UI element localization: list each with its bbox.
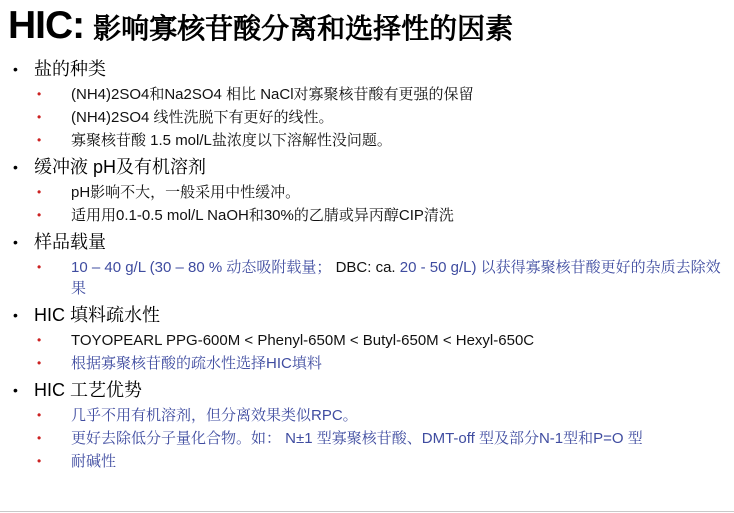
section-buffer-ph — [8, 155, 722, 226]
bullet-icon: • — [37, 407, 42, 422]
item-text — [71, 330, 722, 351]
bullet-icon: • — [37, 259, 42, 274]
text-run: pH影响不大，一般采用中性缓冲。 — [71, 183, 301, 201]
text-run: 寡聚核苷酸 1.5 mol/L盐浓度以下溶解性没问题。 — [71, 131, 392, 149]
list-item — [8, 107, 722, 128]
text-run: 根据寡聚核苷酸的疏水性选择HIC填料 — [71, 354, 322, 372]
bullet-icon: • — [13, 158, 18, 175]
section-heading — [8, 303, 722, 327]
section-heading — [8, 230, 722, 254]
item-text — [71, 353, 722, 374]
text-run: (NH4)2SO4和Na2SO4 相比 NaCl对寡聚核苷酸有更强的保留 — [71, 85, 474, 103]
item-text — [71, 182, 722, 203]
text-run: TOYOPEARL PPG-600M < Phenyl-650M < Butyl-650M < Hexyl-650C — [71, 331, 535, 349]
text-run: 耐碱性 — [71, 452, 117, 470]
text-run: 更好去除低分子量化合物。如： N±1 型寡聚核苷酸、DMT-off 型及部分N-1型和P=O 型 — [71, 429, 643, 447]
bullet-icon: • — [13, 60, 18, 77]
bullet-icon: • — [37, 332, 42, 347]
bullet-icon: • — [13, 381, 18, 398]
item-text — [71, 451, 722, 472]
section-sample-load — [8, 230, 722, 299]
list-item — [8, 451, 722, 472]
text-run: 20 - 50 g/L) 以获得寡聚核苷酸更好的杂质去除效果 — [71, 258, 721, 297]
bullet-icon: • — [37, 109, 42, 124]
list-item — [8, 257, 722, 299]
text-run: 几乎不用有机溶剂，但分离效果类似RPC。 — [71, 406, 358, 424]
item-text — [71, 257, 722, 299]
bullet-icon: • — [37, 132, 42, 147]
text-run: (NH4)2SO4 线性洗脱下有更好的线性。 — [71, 108, 334, 126]
item-text — [71, 405, 722, 426]
bullet-icon: • — [37, 355, 42, 370]
section-heading-text: 盐的种类 — [34, 58, 106, 79]
title-latin: HIC: — [8, 4, 85, 47]
section-heading-text: 样品载量 — [34, 231, 106, 252]
section-heading — [8, 57, 722, 81]
bullet-icon: • — [37, 430, 42, 445]
list-item — [8, 428, 722, 449]
section-heading — [8, 155, 722, 179]
list-item — [8, 84, 722, 105]
text-run: 适用用0.1-0.5 mol/L NaOH和30%的乙腈或异丙醇CIP清洗 — [71, 206, 454, 224]
bullet-icon: • — [13, 306, 18, 323]
section-heading-text: HIC 填料疏水性 — [34, 304, 160, 325]
section-heading — [8, 378, 722, 402]
item-text — [71, 84, 722, 105]
list-item — [8, 405, 722, 426]
list-item — [8, 330, 722, 351]
list-item — [8, 205, 722, 226]
item-text — [71, 428, 722, 449]
bullet-icon: • — [37, 207, 42, 222]
item-text — [71, 130, 722, 151]
list-item — [8, 182, 722, 203]
bullet-icon: • — [13, 233, 18, 250]
section-resin-hydrophobicity — [8, 303, 722, 374]
item-text — [71, 107, 722, 128]
page-title — [8, 6, 722, 47]
bullet-icon: • — [37, 184, 42, 199]
bottom-divider — [0, 511, 734, 512]
bullet-icon: • — [37, 453, 42, 468]
title-chinese: 影响寡核苷酸分离和选择性的因素 — [93, 13, 514, 44]
bullet-icon: • — [37, 86, 42, 101]
list-item — [8, 130, 722, 151]
section-salt-type — [8, 57, 722, 151]
list-item — [8, 353, 722, 374]
section-process-advantages — [8, 378, 722, 472]
text-run: DBC: ca. — [335, 258, 396, 276]
section-heading-text: HIC 工艺优势 — [34, 379, 142, 400]
item-text — [71, 205, 722, 226]
text-run: 10 – 40 g/L (30 – 80 % 动态吸附载量； — [71, 258, 336, 276]
section-heading-text: 缓冲液 pH及有机溶剂 — [34, 156, 207, 177]
